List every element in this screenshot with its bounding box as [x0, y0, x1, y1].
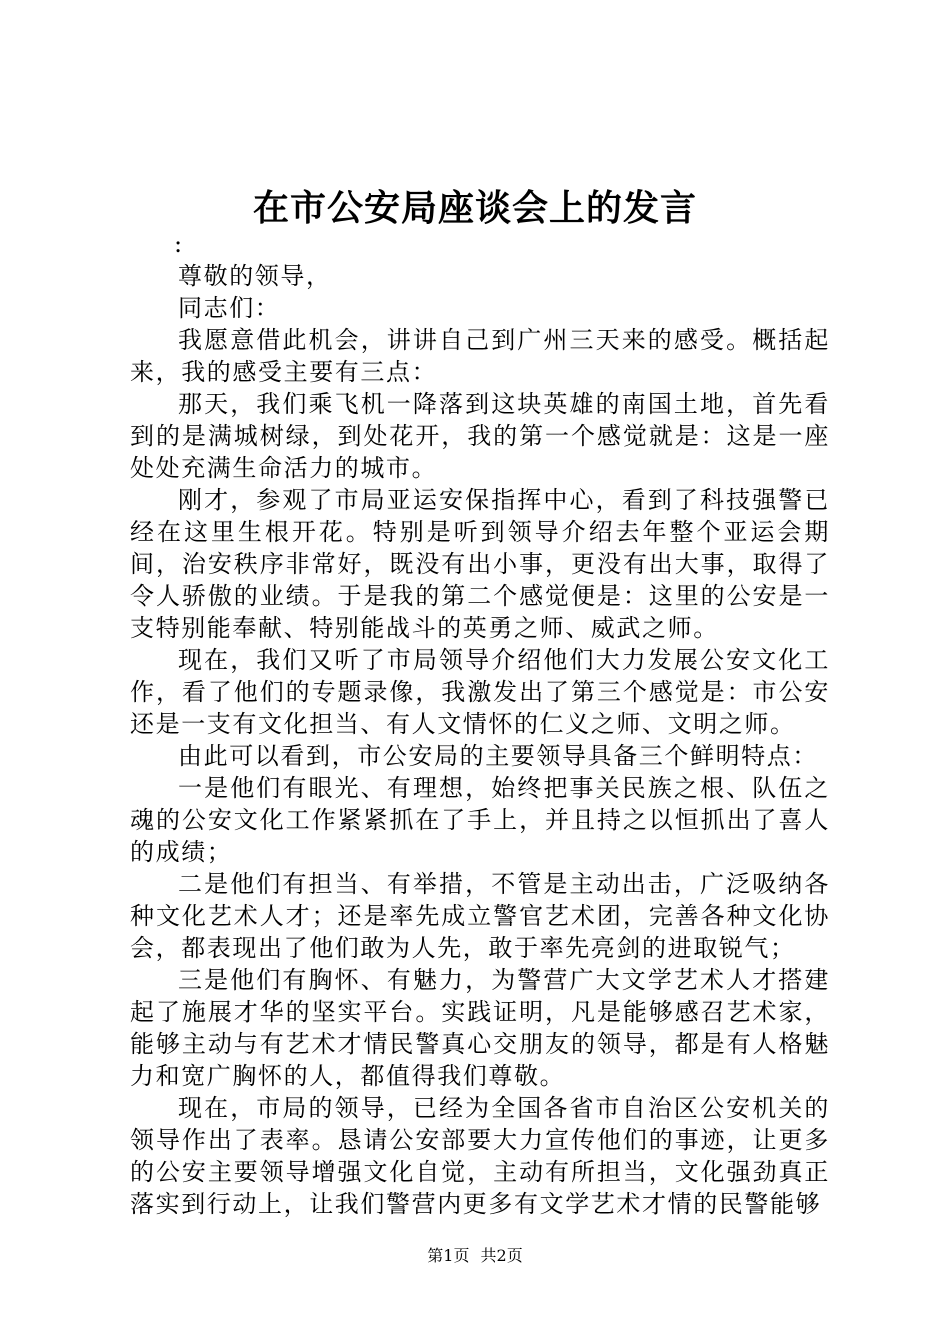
paragraph: 现在，我们又听了市局领导介绍他们大力发展公安文化工作，看了他们的专题录像，我激发出了第三个感觉是：市公安还是一支有文化担当、有人文情怀的仁义之师、文明之师。 — [130, 646, 830, 738]
paragraph: 一是他们有眼光、有理想，始终把事关民族之根、队伍之魂的公安文化工作紧紧抓在了手上，并且持之以恒抓出了喜人的成绩； — [130, 774, 830, 866]
paragraph: 三是他们有胸怀、有魅力，为警营广大文学艺术人才搭建起了施展才华的坚实平台。实践证明，凡是能够感召艺术家，能够主动与有艺术才情民警真心交朋友的领导，都是有人格魅力和宽广胸怀的人，都值得我们尊敬。 — [130, 966, 830, 1090]
document-body — [130, 228, 830, 1220]
paragraph: 尊敬的领导， — [178, 262, 332, 290]
document-title: 在市公安局座谈会上的发言 — [252, 187, 697, 229]
page-footer — [0, 1243, 950, 1266]
page-number-current: 第1页 — [427, 1246, 470, 1265]
paragraph: 同志们： — [178, 294, 281, 322]
paragraph: 刚才，参观了市局亚运安保指挥中心，看到了科技强警已经在这里生根开花。特别是听到领导介绍去年整个亚运会期间，治安秩序非常好，既没有出小事，更没有出大事，取得了令人骄傲的业绩。于是我的第二个感觉便是：这里的公安是一支特别能奉献、特别能战斗的英勇之师、威武之师。 — [130, 486, 830, 642]
paragraph: 现在，市局的领导，已经为全国各省市自治区公安机关的领导作出了表率。恳请公安部要大力宣传他们的事迹，让更多的公安主要领导增强文化自觉，主动有所担当，文化强劲真正落实到行动上，让我们警营内更多有文学艺术才情的民警能够 — [130, 1094, 830, 1218]
paragraph: 二是他们有担当、有举措，不管是主动出击，广泛吸纳各种文化艺术人才；还是率先成立警官艺术团，完善各种文化协会，都表现出了他们敢为人先，敢于率先亮剑的进取锐气； — [130, 870, 830, 962]
paragraph: 我愿意借此机会，讲讲自己到广州三天来的感受。概括起来，我的感受主要有三点： — [130, 326, 830, 386]
paragraph: 那天，我们乘飞机一降落到这块英雄的南国土地，首先看到的是满城树绿，到处花开，我的第一个感觉就是：这是一座处处充满生命活力的城市。 — [130, 390, 830, 482]
paragraph: 由此可以看到，市公安局的主要领导具备三个鲜明特点： — [178, 742, 818, 770]
page-number-total: 共2页 — [480, 1246, 523, 1265]
paragraph: : — [174, 230, 184, 258]
